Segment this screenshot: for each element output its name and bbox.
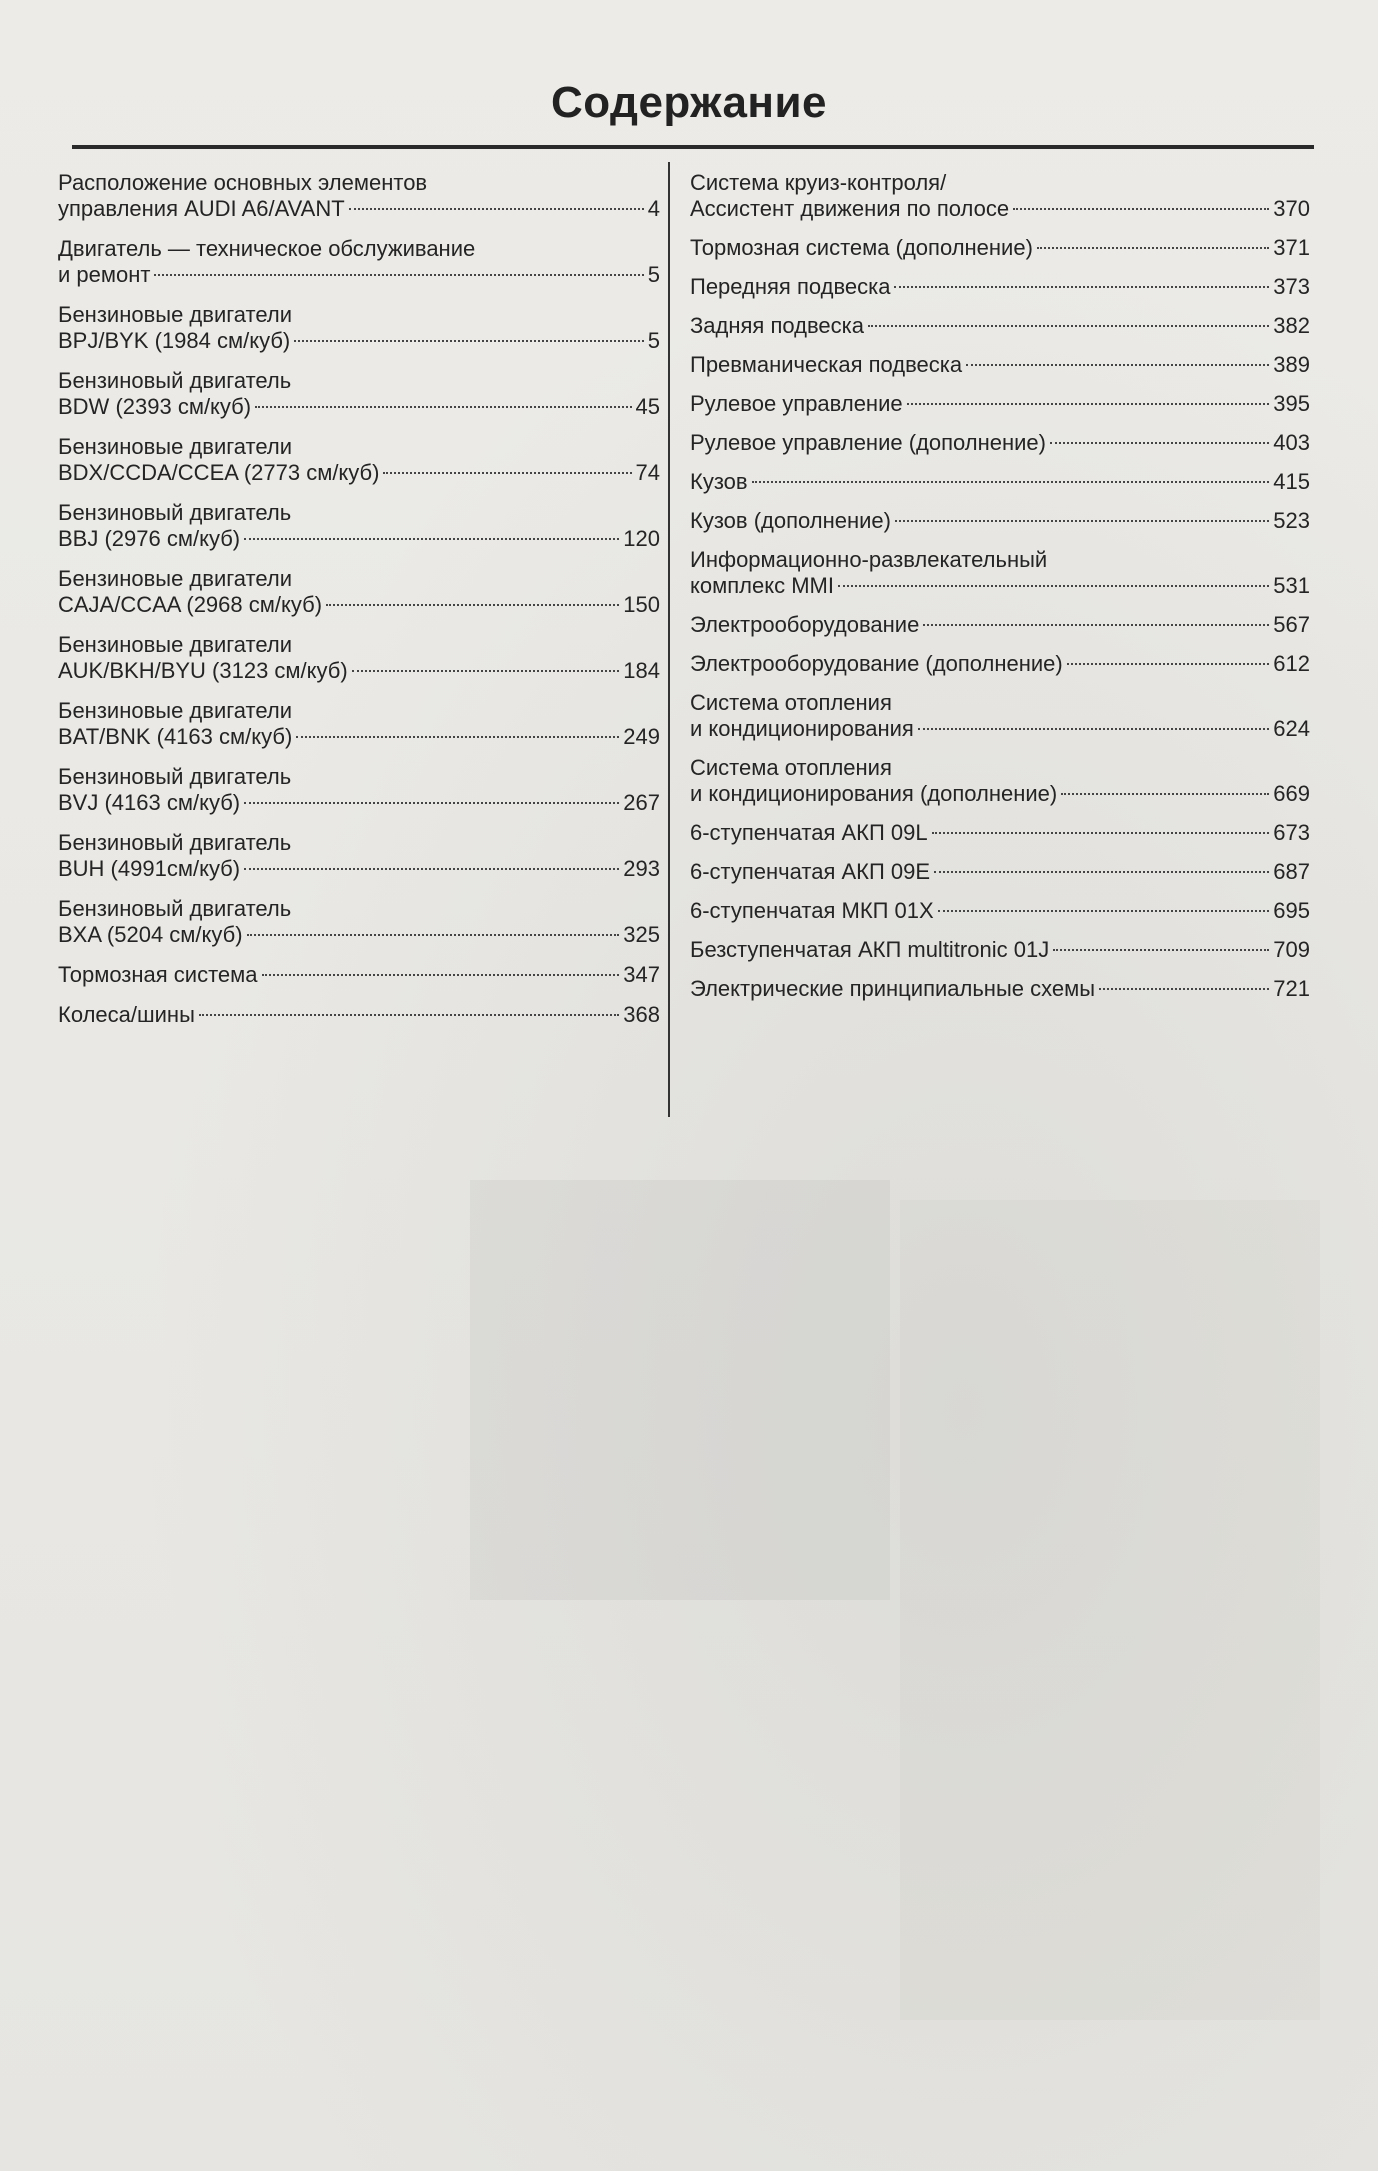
dot-leader [383,472,631,474]
toc-entry-title-line: Бензиновые двигатели [58,434,292,459]
dot-leader [918,728,1269,730]
toc-entry-leader-line [690,352,1310,378]
toc-entry [690,170,1310,222]
toc-entry-title: и ремонт [58,262,151,287]
toc-entry-page-number: 74 [635,460,660,485]
dot-leader [895,520,1269,522]
toc-entry-title: Передняя подвеска [690,274,891,299]
toc-entry-page-number: 184 [623,658,660,683]
toc-entry-title: Задняя подвеска [690,313,864,338]
dot-leader [1061,793,1269,795]
toc-entry-title-line: Бензиновый двигатель [58,368,292,393]
toc-right-column [690,170,1310,1015]
toc-entry-leader-line [58,592,660,618]
toc-entry-title: BAT/BNK (4163 см/куб) [58,724,293,749]
toc-entry-title: Тормозная система (дополнение) [690,235,1033,260]
toc-entry-page-number: 370 [1273,196,1310,221]
toc-entry-title: BDX/CCDA/CCEA (2773 см/куб) [58,460,380,485]
toc-entry-title: CAJA/CCAA (2968 см/куб) [58,592,323,617]
dot-leader [966,364,1269,366]
toc-entry-title: Ассистент движения по полосе [690,196,1010,221]
dot-leader [154,274,643,276]
toc-entry-leader-line [58,526,660,552]
toc-entry [690,820,1310,846]
toc-entry-title: BPJ/BYK (1984 см/куб) [58,328,291,353]
toc-entry-title: Кузов (дополнение) [690,508,891,533]
dot-leader [244,538,619,540]
toc-entry-page-number: 325 [623,922,660,947]
toc-entry-leader-line [690,469,1310,495]
dot-leader [1013,208,1269,210]
toc-entry-page-number: 695 [1273,898,1310,923]
dot-leader [932,832,1270,834]
toc-entry [690,976,1310,1002]
toc-entry-leader-line [690,430,1310,456]
toc-entry [58,698,660,750]
toc-entry-leader-line [690,612,1310,638]
toc-entry-title: и кондиционирования [690,716,914,741]
toc-entry [690,469,1310,495]
dot-leader [262,974,620,976]
toc-entry [690,352,1310,378]
toc-entry [690,755,1310,807]
toc-entry-title: BBJ (2976 см/куб) [58,526,241,551]
toc-entry-page-number: 709 [1273,937,1310,962]
toc-entry-page-number: 721 [1273,976,1310,1001]
dot-leader [1067,663,1270,665]
dot-leader [326,604,619,606]
toc-entry-page-number: 5 [647,262,660,287]
toc-entry-leader-line [690,716,1310,742]
toc-entry-page-number: 347 [623,962,660,987]
toc-entry-title: Превманическая подвеска [690,352,963,377]
toc-entry-leader-line [690,820,1310,846]
toc-entry-leader-line [690,235,1310,261]
toc-entry [58,236,660,288]
dot-leader [349,208,644,210]
toc-entry-page-number: 382 [1273,313,1310,338]
toc-entry [58,962,660,988]
dot-leader [923,624,1269,626]
toc-entry-page-number: 415 [1273,469,1310,494]
toc-entry [690,274,1310,300]
dot-leader [934,871,1269,873]
dot-leader [838,585,1269,587]
toc-entry-page-number: 249 [623,724,660,749]
toc-entry-title: Электрооборудование (дополнение) [690,651,1063,676]
toc-entry [58,1002,660,1028]
show-through-shade [900,1200,1320,2020]
toc-entry-page-number: 567 [1273,612,1310,637]
toc-entry [690,937,1310,963]
toc-entry-page-number: 4 [647,196,660,221]
toc-entry-leader-line [58,196,660,222]
toc-entry-page-number: 612 [1273,651,1310,676]
page-title: Содержание [550,78,828,127]
toc-entry-leader-line [690,573,1310,599]
dot-leader [244,802,619,804]
toc-entry-title-line: Система отопления [690,690,892,715]
toc-entry-title-line: Система круиз-контроля/ [690,170,947,195]
dot-leader [752,481,1270,483]
toc-entry-title: 6-ступенчатая АКП 09E [690,859,931,884]
toc-entry-page-number: 368 [623,1002,660,1027]
toc-entry-page-number: 45 [635,394,660,419]
toc-entry-page-number: 523 [1273,508,1310,533]
toc-entry [58,896,660,948]
toc-entry-title: 6-ступенчатая МКП 01X [690,898,934,923]
toc-entry [58,764,660,816]
toc-entry-leader-line [58,790,660,816]
toc-entry-leader-line [58,962,660,988]
toc-entry-leader-line [58,460,660,486]
toc-entry-page-number: 371 [1273,235,1310,260]
toc-entry-page-number: 673 [1273,820,1310,845]
toc-entry-page-number: 395 [1273,391,1310,416]
toc-entry [690,612,1310,638]
toc-entry-title: Безступенчатая АКП multitronic 01J [690,937,1050,962]
toc-entry-leader-line [690,508,1310,534]
dot-leader [294,340,643,342]
dot-leader [894,286,1269,288]
toc-entry [58,500,660,552]
toc-entry-title: Кузов [690,469,748,494]
toc-entry-page-number: 150 [623,592,660,617]
toc-entry-page-number: 120 [623,526,660,551]
dot-leader [907,403,1270,405]
toc-entry-title-line: Бензиновый двигатель [58,830,292,855]
toc-entry-title: и кондиционирования (дополнение) [690,781,1058,806]
toc-entry-leader-line [690,976,1310,1002]
toc-entry-leader-line [58,724,660,750]
toc-entry [690,430,1310,456]
dot-leader [1050,442,1269,444]
toc-entry [58,566,660,618]
toc-entry-title: AUK/BKH/BYU (3123 см/куб) [58,658,348,683]
toc-entry [58,632,660,684]
dot-leader [938,910,1270,912]
toc-entry [58,368,660,420]
toc-entry [690,391,1310,417]
title-rule [72,145,1314,149]
toc-entry-title-line: Бензиновые двигатели [58,632,292,657]
dot-leader [247,934,620,936]
toc-entry [58,170,660,222]
toc-entry-title: BXA (5204 см/куб) [58,922,243,947]
toc-entry-leader-line [58,328,660,354]
toc-entry-page-number: 389 [1273,352,1310,377]
toc-entry-leader-line [690,196,1310,222]
toc-entry-leader-line [690,651,1310,677]
toc-entry-title: Электрические принципиальные схемы [690,976,1096,1001]
toc-entry-page-number: 624 [1273,716,1310,741]
toc-entry-leader-line [58,658,660,684]
toc-entry-title: BDW (2393 см/куб) [58,394,252,419]
toc-entry-page-number: 531 [1273,573,1310,598]
toc-entry-page-number: 267 [623,790,660,815]
toc-entry [690,313,1310,339]
dot-leader [244,868,619,870]
toc-entry-title: Рулевое управление (дополнение) [690,430,1046,455]
toc-entry [690,690,1310,742]
toc-entry-leader-line [690,391,1310,417]
toc-entry-leader-line [690,859,1310,885]
toc-left-column [58,170,660,1042]
toc-entry-title: BVJ (4163 см/куб) [58,790,241,815]
dot-leader [868,325,1269,327]
dot-leader [296,736,619,738]
toc-entry-title: комплекс MMI [690,573,834,598]
toc-entry-page-number: 373 [1273,274,1310,299]
toc-entry-leader-line [690,274,1310,300]
toc-entry-leader-line [690,313,1310,339]
toc-entry-leader-line [690,937,1310,963]
toc-entry-title: Колеса/шины [58,1002,195,1027]
column-divider [668,162,670,1117]
toc-entry-title-line: Бензиновый двигатель [58,500,292,525]
toc-entry-leader-line [58,262,660,288]
toc-entry-leader-line [58,856,660,882]
toc-entry-title: Электрооборудование [690,612,920,637]
toc-entry-title: управления AUDI A6/AVANT [58,196,345,221]
toc-entry-title-line: Расположение основных элементов [58,170,428,195]
toc-entry [690,651,1310,677]
toc-entry-title-line: Система отопления [690,755,892,780]
toc-entry-leader-line [690,781,1310,807]
toc-entry-leader-line [690,898,1310,924]
toc-entry [690,235,1310,261]
toc-entry [690,508,1310,534]
toc-entry-title-line: Бензиновый двигатель [58,896,292,921]
show-through-shade [470,1180,890,1600]
toc-entry-page-number: 669 [1273,781,1310,806]
toc-entry-page-number: 293 [623,856,660,881]
toc-entry [690,859,1310,885]
toc-entry [58,830,660,882]
toc-entry-title-line: Информационно-развлекательный [690,547,1048,572]
toc-entry-title-line: Двигатель — техническое обслуживание [58,236,476,261]
toc-entry-title-line: Бензиновый двигатель [58,764,292,789]
toc-entry [690,547,1310,599]
toc-entry-page-number: 5 [647,328,660,353]
toc-entry-title-line: Бензиновые двигатели [58,302,292,327]
dot-leader [352,670,620,672]
toc-entry [58,434,660,486]
toc-entry-title: Рулевое управление [690,391,903,416]
toc-entry-leader-line [58,394,660,420]
toc-entry-leader-line [58,922,660,948]
toc-entry [690,898,1310,924]
toc-entry-title: 6-ступенчатая АКП 09L [690,820,928,845]
dot-leader [255,406,631,408]
dot-leader [1053,949,1269,951]
toc-entry-title-line: Бензиновые двигатели [58,566,292,591]
dot-leader [1037,247,1269,249]
toc-entry-title: Тормозная система [58,962,258,987]
dot-leader [1099,988,1269,990]
toc-entry-page-number: 687 [1273,859,1310,884]
toc-entry-title: BUH (4991см/куб) [58,856,241,881]
toc-entry-page-number: 403 [1273,430,1310,455]
toc-entry-leader-line [58,1002,660,1028]
dot-leader [199,1014,619,1016]
toc-entry-title-line: Бензиновые двигатели [58,698,292,723]
toc-entry [58,302,660,354]
